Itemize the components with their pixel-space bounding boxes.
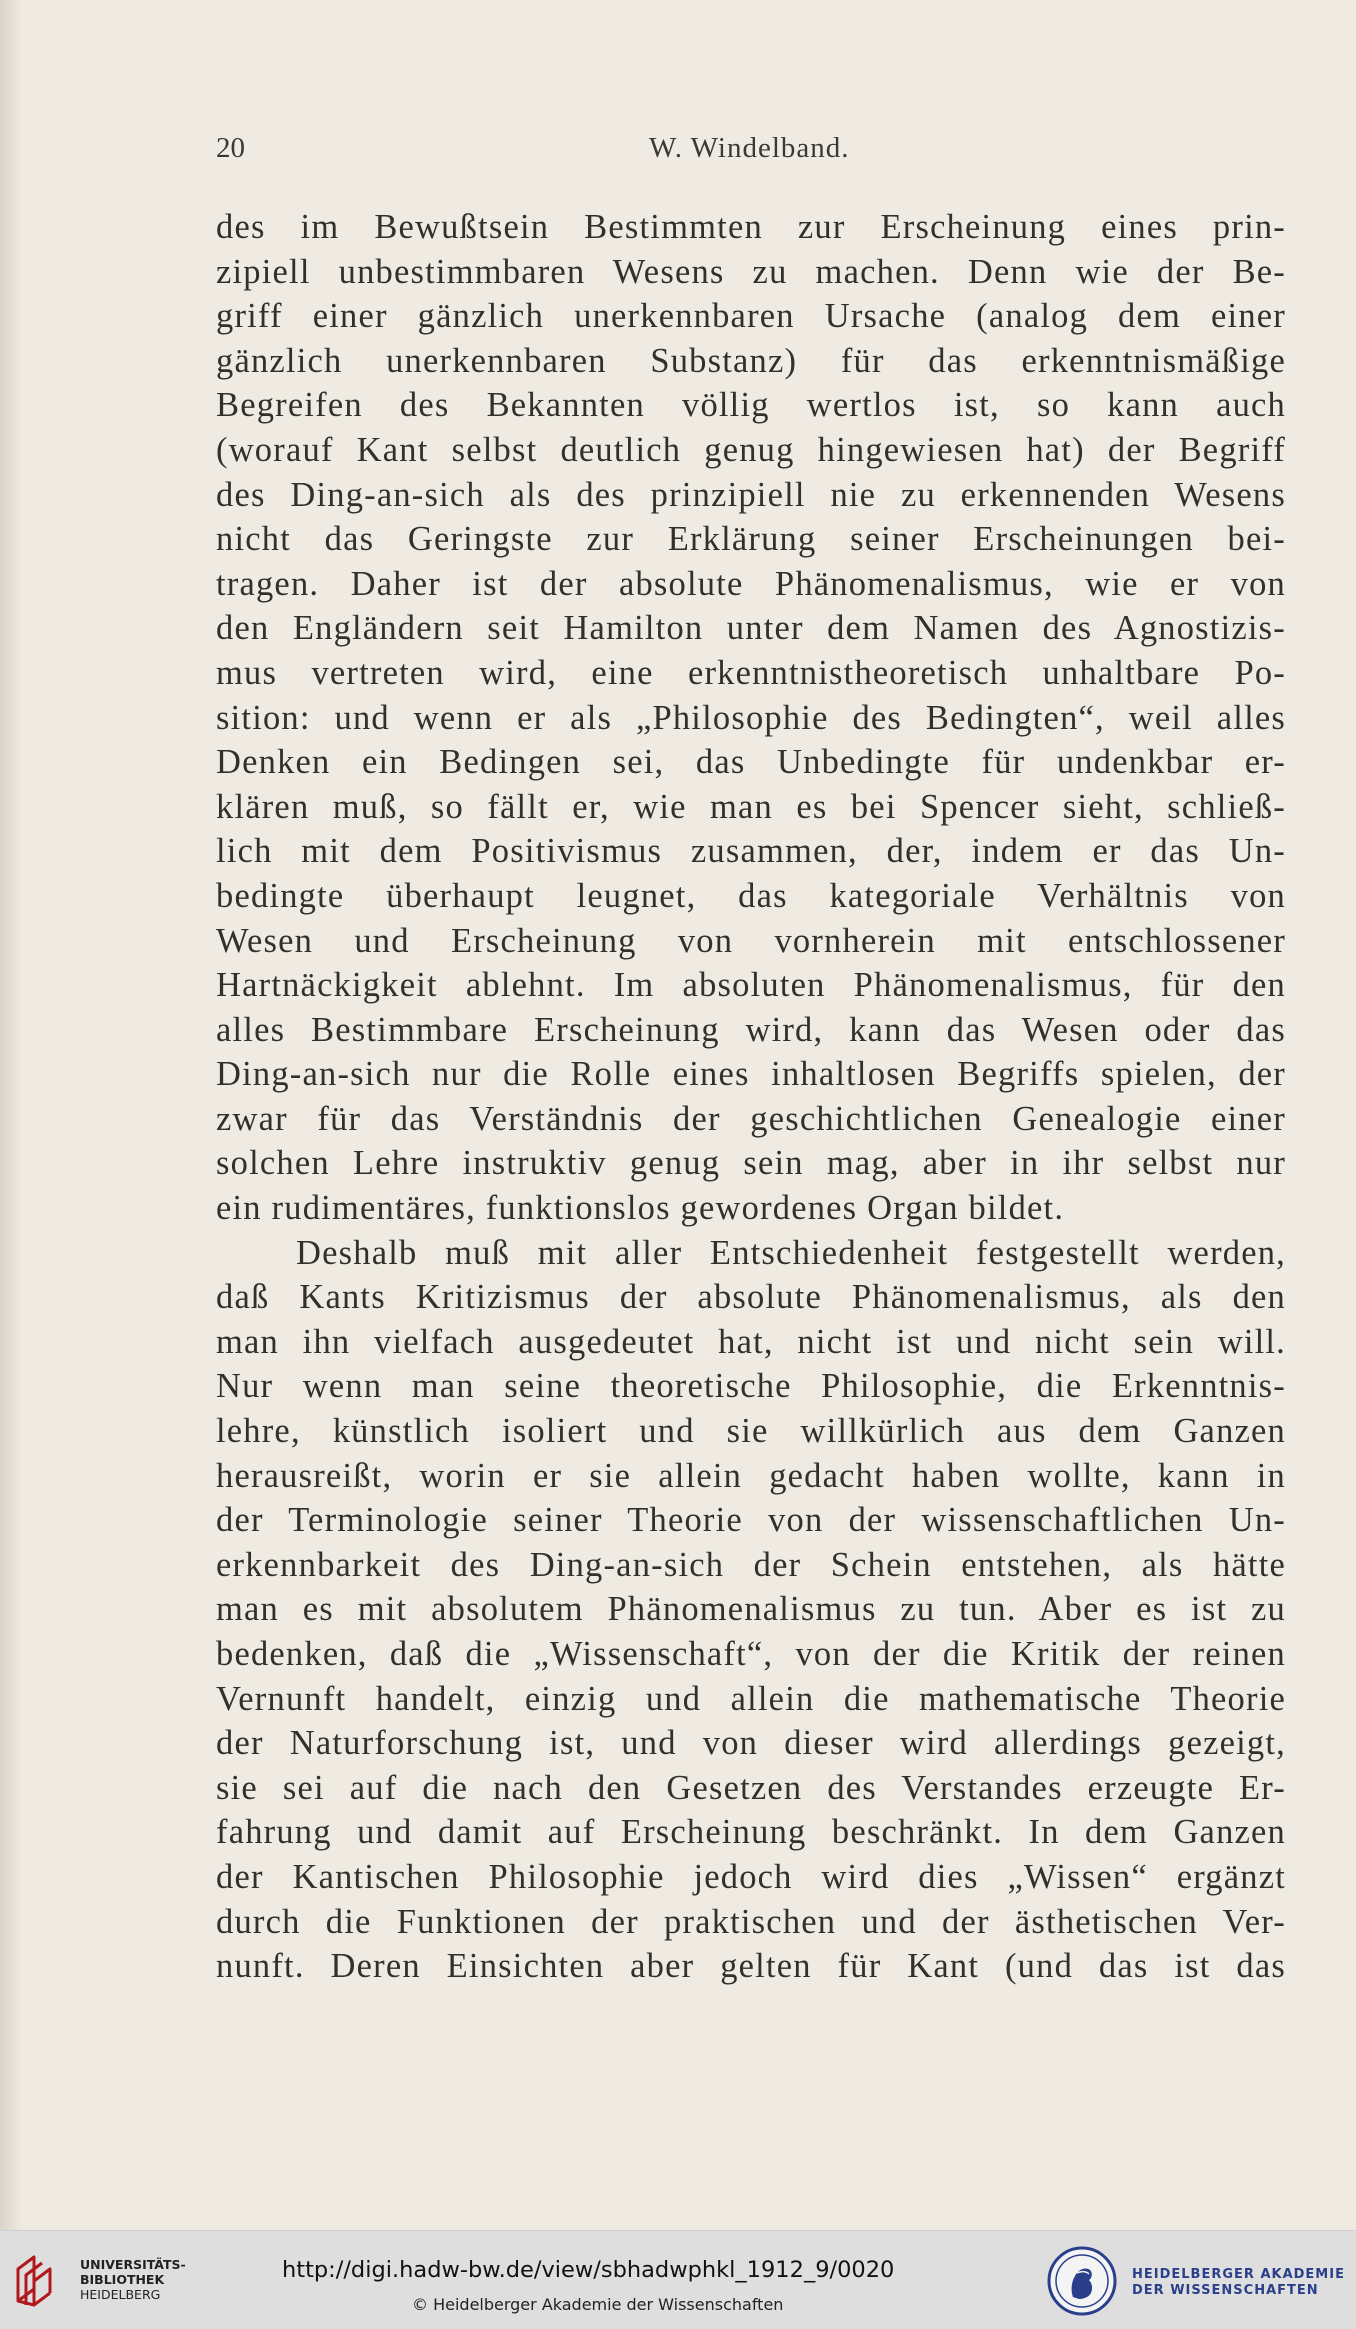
library-name[interactable]	[80, 2257, 186, 2302]
text-line: der Naturforschung ist, und von dieser wird allerdings gezeigt,	[216, 1724, 1286, 1763]
text-line: Vernunft handelt, einzig und allein die mathematische Theorie	[216, 1679, 1286, 1718]
library-name-line: UNIVERSITÄTS-	[80, 2257, 186, 2272]
text-line: Denken ein Bedingen sei, das Unbedingte für undenkbar er-	[216, 743, 1286, 782]
text-line: tragen. Daher ist der absolute Phänomenalismus, wie er von	[216, 564, 1286, 603]
text-line: bedingte überhaupt leugnet, das kategoriale Verhältnis von	[216, 876, 1286, 915]
text-line: des im Bewußtsein Bestimmten zur Erscheinung eines prin-	[216, 208, 1286, 246]
text-line: mus vertreten wird, eine erkenntnistheoretisch unhaltbare Po-	[216, 653, 1286, 692]
text-line: bedenken, daß die „Wissenschaft“, von der die Kritik der reinen	[216, 1635, 1286, 1673]
text-line: nunft. Deren Einsichten aber gelten für Kant (und das ist das	[216, 1947, 1286, 1986]
text-line: der Terminologie seiner Theorie von der wissenschaftlichen Un-	[216, 1501, 1286, 1540]
academy-name-line: HEIDELBERGER AKADEMIE	[1132, 2267, 1345, 2282]
text-line: sition: und wenn er als „Philosophie des Bedingten“, weil alles	[216, 698, 1286, 737]
text-line: solchen Lehre instruktiv genug sein mag, aber in ihr selbst nur	[216, 1144, 1286, 1183]
paragraph-last-line: ein rudimentäres, funktionslos gewordenes Organ bildet.	[216, 1189, 1065, 1228]
running-head	[216, 132, 1291, 172]
text-line: Begreifen des Bekannten völlig wertlos ist, so kann auch	[216, 386, 1286, 425]
text-line: des Ding-an-sich als des prinzipiell nie zu erkennenden Wesens	[216, 475, 1286, 514]
text-line: herausreißt, worin er sie allein gedacht haben wollte, kann in	[216, 1456, 1286, 1495]
academy-name-line: DER WISSENSCHAFTEN	[1132, 2283, 1319, 2298]
text-line: fahrung und damit auf Erscheinung beschränkt. In dem Ganzen	[216, 1813, 1286, 1852]
text-line: sie sei auf die nach den Gesetzen des Verstandes erzeugte Er-	[216, 1768, 1286, 1807]
text-line: gänzlich unerkennbaren Substanz) für das erkenntnismäßige	[216, 341, 1286, 380]
text-line: man ihn vielfach ausgedeutet hat, nicht ist und nicht sein will.	[216, 1322, 1286, 1361]
page-gutter-shadow	[0, 0, 22, 2230]
text-line: lehre, künstlich isoliert und sie willkürlich aus dem Ganzen	[216, 1412, 1286, 1451]
running-head-author: W. Windelband.	[649, 132, 850, 164]
copyright-notice: © Heidelberger Akademie der Wissenschaften	[412, 2295, 784, 2314]
text-line: der Kantischen Philosophie jedoch wird dies „Wissen“ ergänzt	[216, 1857, 1286, 1896]
library-name-line: BIBLIOTHEK	[80, 2272, 165, 2287]
text-line: man es mit absolutem Phänomenalismus zu tun. Aber es ist zu	[216, 1590, 1286, 1629]
text-line: Hartnäckigkeit ablehnt. Im absoluten Phänomenalismus, für den	[216, 966, 1286, 1005]
text-line: zipiell unbestimmbaren Wesens zu machen. Denn wie der Be-	[216, 252, 1286, 291]
text-line: griff einer gänzlich unerkennbaren Ursache (analog dem einer	[216, 297, 1286, 336]
permalink-url[interactable]: http://digi.hadw-bw.de/view/sbhadwphkl_1912_9/0020	[282, 2257, 895, 2283]
text-line: nicht das Geringste zur Erklärung seiner Erscheinungen bei-	[216, 520, 1286, 559]
library-name-line: HEIDELBERG	[80, 2287, 161, 2302]
academy-seal-icon[interactable]	[1046, 2245, 1118, 2317]
body-text	[216, 205, 1286, 1989]
text-line: daß Kants Kritizismus der absolute Phänomenalismus, als den	[216, 1278, 1286, 1317]
text-line: lich mit dem Positivismus zusammen, der, indem er das Un-	[216, 832, 1286, 871]
text-line: erkennbarkeit des Ding-an-sich der Schein entstehen, als hätte	[216, 1545, 1286, 1584]
text-line: klären muß, so fällt er, wie man es bei Spencer sieht, schließ-	[216, 787, 1286, 826]
text-line: Wesen und Erscheinung von vornherein mit entschlossener	[216, 921, 1286, 960]
text-line: alles Bestimmbare Erscheinung wird, kann das Wesen oder das	[216, 1010, 1286, 1049]
text-line: Ding-an-sich nur die Rolle eines inhaltlosen Begriffs spielen, der	[216, 1055, 1286, 1094]
academy-name[interactable]	[1132, 2267, 1345, 2299]
text-line: den Engländern seit Hamilton unter dem Namen des Agnostizis-	[216, 609, 1286, 648]
university-library-logo-icon[interactable]	[12, 2251, 72, 2311]
text-line: Nur wenn man seine theoretische Philosophie, die Erkenntnis-	[216, 1367, 1286, 1406]
footer-bar	[0, 2230, 1356, 2329]
text-line: (worauf Kant selbst deutlich genug hingewiesen hat) der Begriff	[216, 430, 1286, 469]
text-line: zwar für das Verständnis der geschichtlichen Genealogie einer	[216, 1099, 1286, 1138]
text-line: durch die Funktionen der praktischen und der ästhetischen Ver-	[216, 1902, 1286, 1941]
page-number: 20	[216, 132, 245, 164]
paragraph-first-line: Deshalb muß mit aller Entschiedenheit festgestellt werden,	[296, 1233, 1286, 1272]
